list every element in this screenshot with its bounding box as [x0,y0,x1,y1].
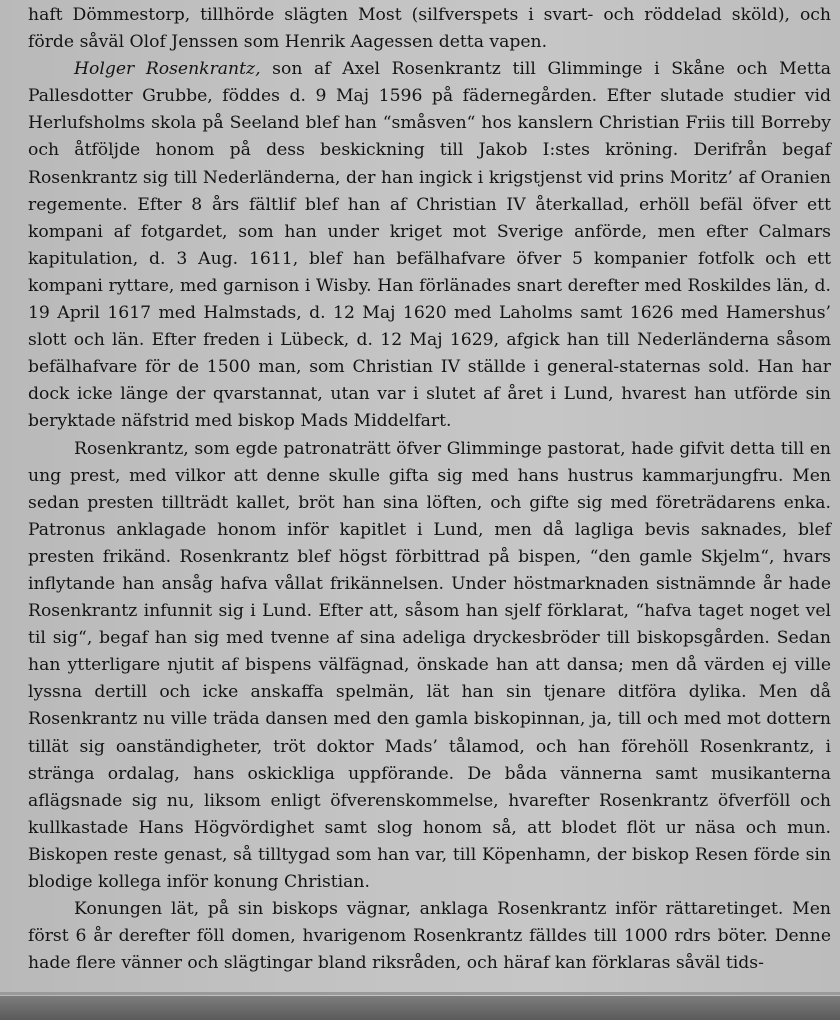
paragraph-1: haft Dömmestorp, tillhörde slägten Most (silfverspets i svart- och röddelad sköld), och förde såväl Olof Jenssen som Henrik Aagessen detta vapen. [28,5,831,53]
paragraph-4: Konungen lät, på sin biskops vägnar, anklaga Rosenkrantz inför rättaretinget. Men först 6 år derefter föll domen, hvarigenom Rosenkrantz fälldes till 1000 rdrs böter. Denne hade flere vänner och slägtingar bland riksråden, och häraf kan förklaras såväl tids- [28,899,831,974]
person-name-holger-rosenkrantz: Holger Rosenkrantz, [74,59,261,80]
paragraph-3: Rosenkrantz, som egde patronaträtt öfver Glimminge pastorat, hade gifvit detta till en ung prest, med vilkor att denne skulle gifta sig med hans hustrus kammarjungfru. Men sedan presten tillträdt kallet, bröt han sina löften, och gifte sig med företrädarens enka. Patronus anklagade honom inför kapitlet i Lund, men då lagliga bevis saknades, blef presten frikänd. Rosenkrantz blef högst förbittrad på bispen, “den gamle Skjelm“, hvars inflytande han ansåg hafva vållat frikännelsen. Under höstmarknaden sistnämnde år hade Rosenkrantz infunnit sig i Lund. Efter att, såsom han sjelf förklarat, “hafva taget noget vel til sig“, begaf han sig med tvenne af sina adeliga dryckesbröder till biskopsgården. Sedan han ytterligare njutit af bispens välfägnad, önskade han att dansa; men då värden ej ville lyssna dertill och icke anskaffa spelmän, lät han sin tjenare ditföra dylika. Men då Rosenkrantz nu ville träda dansen med den gamla biskopinnan, ja, till och med mot dottern tillät sig oanständigheter, tröt doktor Mads’ tålamod, och han förehöll Rosenkrantz, i stränga ordalag, hans oskickliga uppförande. De båda vännerna samt musikanterna aflägsnade sig nu, liksom enligt öfverenskommelse, hvarefter Rosenkrantz öfverföll och kullkastade Hans Högvördighet samt slog honom så, att blodet flöt ur näsa och mun. Biskopen reste genast, så tilltygad som han var, till Köpenhamn, der biskop Resen förde sin blodige kollega inför konung Christian. [28,438,831,892]
page-bottom-rule [0,992,840,995]
paragraph-2-text: son af Axel Rosenkrantz till Glimminge i Skåne och Metta Pallesdotter Grubbe, föddes d. 9 Maj 1596 på fädernegården. Efter slutade studier vid Herlufsholms skola på Seeland blef han “småsven“ hos kanslern Christian Friis till Borreby och åtföljde honom på dess beskickning till Jakob I:stes kröning. Derifrån begaf Rosenkrantz sig till Nederländerna, der han ingick i krigstjenst vid prins Moritz’ af Oranien regemente. Efter 8 års fältlif blef han af Christian IV återkallad, erhöll befäl öfver ett kompani af fotgardet, som han under kriget mot Sverige anförde, men efter Calmars kapitulation, d. 3 Aug. 1611, blef han befälhafvare öfver 5 kompanier fotfolk och ett kompani ryttare, med garnison i Wisby. Han förlänades snart derefter med Roskildes län, d. 19 April 1617 med Halmstads, d. 12 Maj 1620 med Laholms samt 1626 med Hamershus’ slott och län. Efter freden i Lübeck, d. 12 Maj 1629, afgick han till Nederländerna såsom befälhafvare för de 1500 man, som Christian IV ställde i general-staternas sold. Han har dock icke länge der qvarstannat, utan var i slutet af året i Lund, hvarest han utförde sin beryktade näfstrid med biskop Mads Middelfart. [28,59,831,432]
paragraph-2 [28,56,831,435]
body-text [28,2,831,977]
page-bottom-edge [0,996,840,1020]
